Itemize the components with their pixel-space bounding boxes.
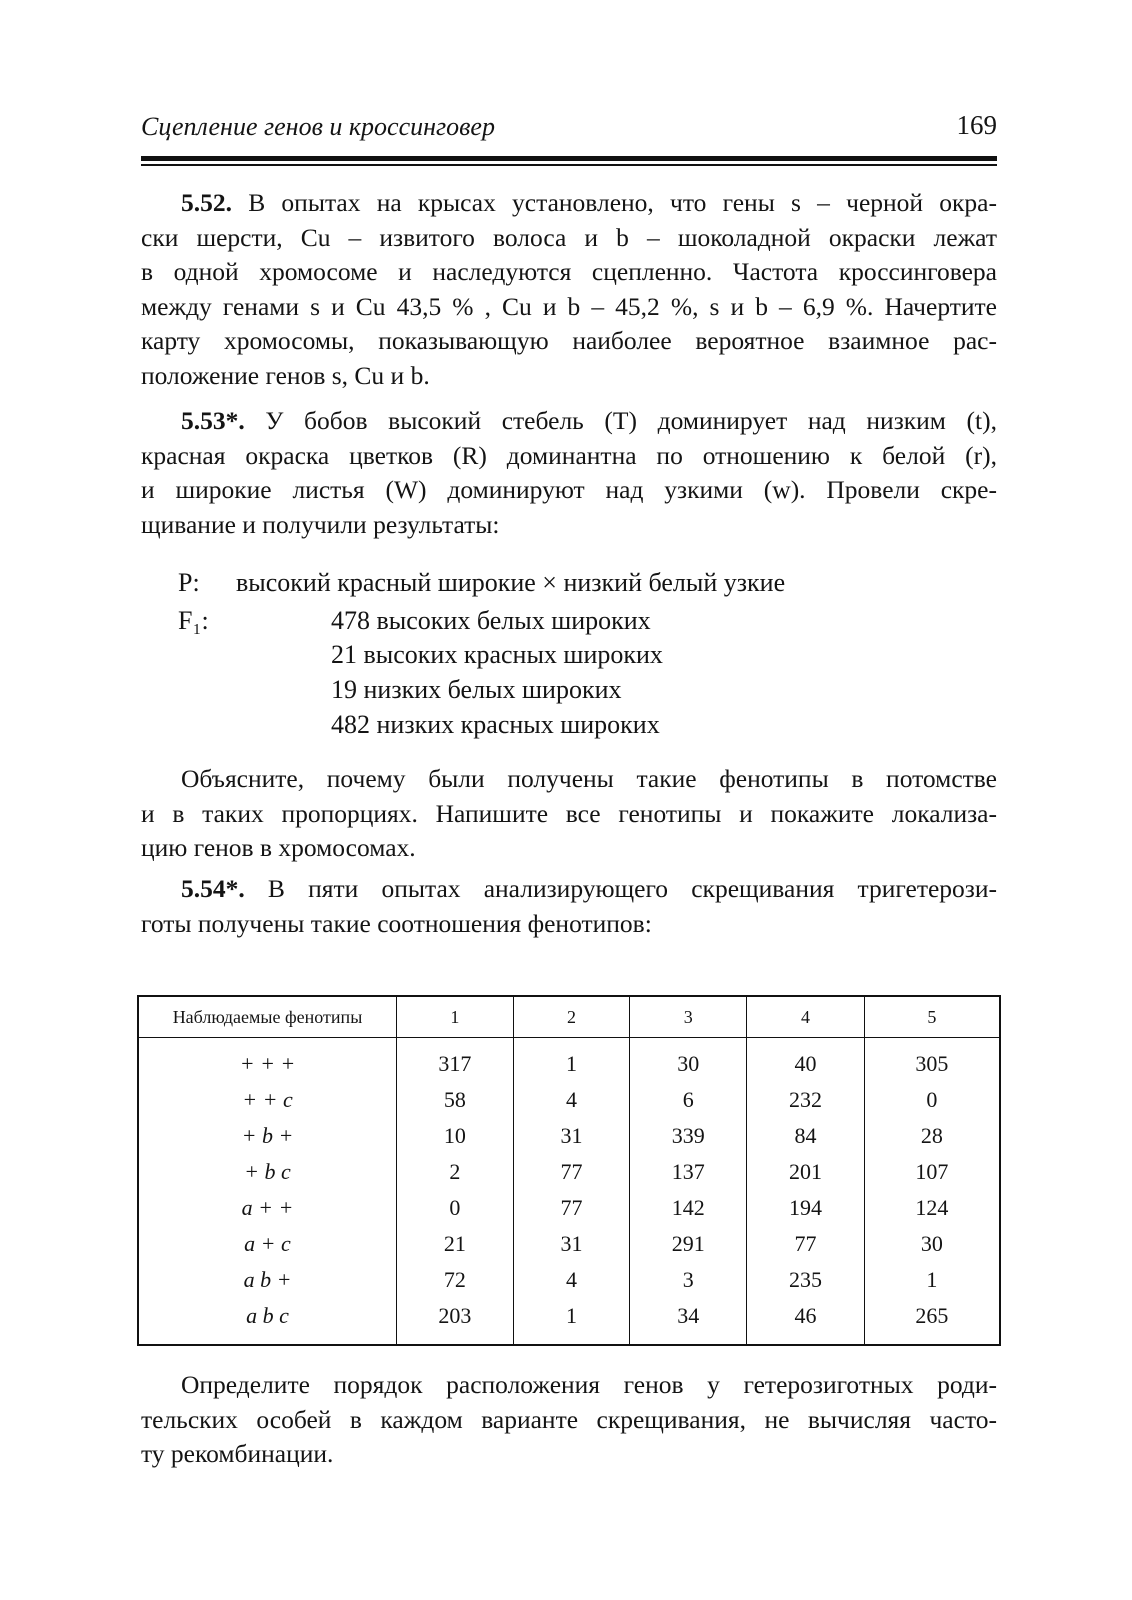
running-header (141, 112, 997, 148)
table-header-row (138, 996, 1000, 1038)
count-cell: 235 (747, 1262, 865, 1298)
count-cell: 201 (747, 1154, 865, 1190)
count-cell: 6 (630, 1082, 747, 1118)
problem-5-54 (141, 872, 997, 941)
text-line: красная окраска цветков (R) доминантна по отношению к белой (r), (141, 440, 997, 470)
count-cell: 1 (513, 1298, 630, 1345)
phenotype-cell: + + c (138, 1082, 396, 1118)
count-cell: 58 (396, 1082, 513, 1118)
count-cell: 4 (513, 1082, 630, 1118)
column-header: 2 (513, 996, 630, 1038)
problem-5-53-question (141, 762, 997, 866)
line-text: В опытах на крысах установлено, что гены s – черной окра- (232, 188, 997, 217)
header-rule-thick (141, 156, 997, 161)
table-row (138, 1118, 1000, 1154)
header-title: Сцепление генов и кроссинговер (141, 112, 495, 141)
offspring-line: 19 низких белых широких (331, 675, 622, 704)
count-cell: 3 (630, 1262, 747, 1298)
count-cell: 77 (513, 1190, 630, 1226)
offspring-line: 478 высоких белых широких (331, 606, 651, 635)
text-line: готы получены такие соотношения фенотипов: (141, 908, 652, 938)
problem-5-54-question (141, 1368, 997, 1472)
text-line: ски шерсти, Cu – извитого волоса и b – шоколадной окраски лежат (141, 222, 997, 252)
table-row (138, 1298, 1000, 1345)
count-cell: 1 (513, 1038, 630, 1083)
count-cell: 10 (396, 1118, 513, 1154)
text-line: тельских особей в каждом варианте скрещивания, не вычисляя часто- (141, 1404, 997, 1434)
text-line (141, 186, 997, 221)
count-cell: 77 (747, 1226, 865, 1262)
parents-label: P: (178, 568, 200, 597)
count-cell: 46 (747, 1298, 865, 1345)
count-cell: 77 (513, 1154, 630, 1190)
count-cell: 317 (396, 1038, 513, 1083)
count-cell: 194 (747, 1190, 865, 1226)
count-cell: 305 (864, 1038, 1000, 1083)
phenotype-cell: + + + (138, 1038, 396, 1083)
offspring-line: 21 высоких красных широких (331, 640, 663, 669)
problem-number: 5.52. (181, 188, 232, 217)
offspring-line: 482 низких красных широких (331, 710, 660, 739)
count-cell: 339 (630, 1118, 747, 1154)
count-cell: 40 (747, 1038, 865, 1083)
table-row (138, 1226, 1000, 1262)
f1-label: F₁: (178, 606, 209, 635)
f1-row (178, 604, 236, 638)
table-row (138, 1190, 1000, 1226)
column-header: Наблюдаемые фенотипы (138, 996, 396, 1038)
count-cell: 291 (630, 1226, 747, 1262)
count-cell: 142 (630, 1190, 747, 1226)
count-cell: 124 (864, 1190, 1000, 1226)
table-row (138, 1154, 1000, 1190)
text-line: Определите порядок расположения генов у гетерозиготных роди- (181, 1370, 997, 1399)
count-cell: 232 (747, 1082, 865, 1118)
phenotype-cell: + b c (138, 1154, 396, 1190)
text-line: положение генов s, Cu и b. (141, 360, 430, 390)
parents-text: высокий красный широкие × низкий белый узкие (236, 568, 786, 597)
count-cell: 137 (630, 1154, 747, 1190)
count-cell: 28 (864, 1118, 1000, 1154)
phenotype-cell: a b + (138, 1262, 396, 1298)
problem-number: 5.54*. (181, 874, 245, 903)
count-cell: 84 (747, 1118, 865, 1154)
column-header: 3 (630, 996, 747, 1038)
text-line: в одной хромосоме и наследуются сцепленно. Частота кроссинговера (141, 257, 997, 286)
column-header: 4 (747, 996, 865, 1038)
text-line: ту рекомбинации. (141, 1439, 334, 1468)
phenotype-cell: a b c (138, 1298, 396, 1345)
problem-5-53 (141, 404, 997, 542)
column-header: 5 (864, 996, 1000, 1038)
count-cell: 203 (396, 1298, 513, 1345)
count-cell: 0 (396, 1190, 513, 1226)
text-line (141, 404, 997, 439)
text-line (141, 872, 997, 907)
phenotype-cell: + b + (138, 1118, 396, 1154)
count-cell: 265 (864, 1298, 1000, 1345)
line-text: В пяти опытах анализирующего скрещивания тригетерози- (244, 874, 997, 903)
text-line: цию генов в хромосомах. (141, 833, 416, 862)
parents-row (178, 566, 785, 600)
count-cell: 72 (396, 1262, 513, 1298)
text-line: и в таких пропорциях. Напишите все генотипы и покажите локализа- (141, 798, 997, 828)
text-line: Объясните, почему были получены такие фенотипы в потомстве (181, 764, 997, 793)
table-row (138, 1262, 1000, 1298)
count-cell: 0 (864, 1082, 1000, 1118)
table-row (138, 1038, 1000, 1083)
text-line: щивание и получили результаты: (141, 509, 500, 539)
header-rule-thin (141, 164, 997, 166)
count-cell: 21 (396, 1226, 513, 1262)
count-cell: 30 (630, 1038, 747, 1083)
phenotype-cell: a + + (138, 1190, 396, 1226)
count-cell: 30 (864, 1226, 1000, 1262)
column-header: 1 (396, 996, 513, 1038)
line-text: У бобов высокий стебель (T) доминирует над низким (t), (244, 406, 997, 435)
text-line: между генами s и Cu 43,5 % , Cu и b – 45,2 %, s и b – 6,9 %. Начертите (141, 291, 997, 321)
table-row (138, 1082, 1000, 1118)
phenotype-table (137, 995, 1001, 1346)
count-cell: 2 (396, 1154, 513, 1190)
page-number: 169 (956, 110, 997, 140)
text-line: и широкие листья (W) доминируют над узкими (w). Провели скре- (141, 475, 997, 504)
count-cell: 31 (513, 1226, 630, 1262)
count-cell: 107 (864, 1154, 1000, 1190)
text-line: карту хромосомы, показывающую наиболее вероятное взаимное рас- (141, 326, 997, 355)
phenotype-cell: a + c (138, 1226, 396, 1262)
problem-number: 5.53*. (181, 406, 245, 435)
count-cell: 31 (513, 1118, 630, 1154)
count-cell: 1 (864, 1262, 1000, 1298)
count-cell: 4 (513, 1262, 630, 1298)
count-cell: 34 (630, 1298, 747, 1345)
problem-5-52 (141, 186, 997, 393)
